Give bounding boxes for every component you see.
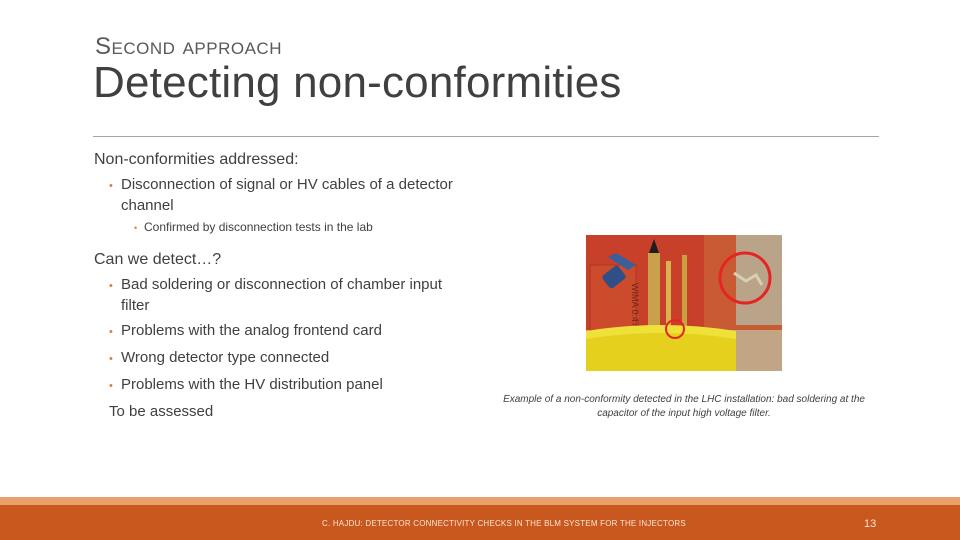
- bullet-text: Problems with the HV distribution panel: [121, 376, 383, 393]
- page-number: 13: [864, 518, 877, 530]
- bullet-icon: •: [109, 353, 113, 365]
- detector-photo-illustration: [586, 235, 782, 371]
- bullet-text: Wrong detector type connected: [121, 349, 330, 366]
- assessment-note: [94, 402, 454, 421]
- section-heading-detect: Can we detect…?: [94, 251, 222, 268]
- bullet-item: [94, 275, 454, 315]
- bullet-item: [94, 375, 454, 396]
- bullet-icon: •: [109, 180, 113, 192]
- note-text: To be assessed: [109, 403, 214, 420]
- bullet-icon: •: [109, 380, 113, 392]
- figure-caption: Example of a non-conformity detected in the LHC installation: bad soldering at the capacitor of the input high voltage filter.: [503, 394, 865, 419]
- bullet-text: Disconnection of signal or HV cables of a detector channel: [121, 176, 453, 214]
- component-photo: [586, 235, 782, 371]
- bullet-text: Problems with the analog frontend card: [121, 322, 382, 339]
- footer-accent-line: [0, 497, 960, 505]
- bullet-item: [94, 175, 454, 215]
- bullet-icon: •: [109, 326, 113, 338]
- sub-bullet-text: Confirmed by disconnection tests in the lab: [144, 220, 373, 234]
- bullet-item: [94, 348, 454, 369]
- slide-content: [94, 150, 454, 421]
- section-kicker: Second approach: [95, 33, 282, 60]
- title-divider: [93, 136, 879, 137]
- footer-text: C. HAJDU: DETECTOR CONNECTIVITY CHECKS IN THE BLM SYSTEM FOR THE INJECTORS: [322, 519, 686, 528]
- section-heading-addressed: Non-conformities addressed:: [94, 151, 299, 168]
- slide-title: Detecting non-conformities: [93, 58, 622, 107]
- bullet-icon: •: [109, 280, 113, 292]
- slide-footer: [0, 505, 960, 540]
- bullet-icon: •: [134, 223, 138, 233]
- sub-bullet-item: [94, 219, 454, 236]
- bullet-item: [94, 321, 454, 342]
- bullet-text: Bad soldering or disconnection of chamber input filter: [121, 276, 443, 314]
